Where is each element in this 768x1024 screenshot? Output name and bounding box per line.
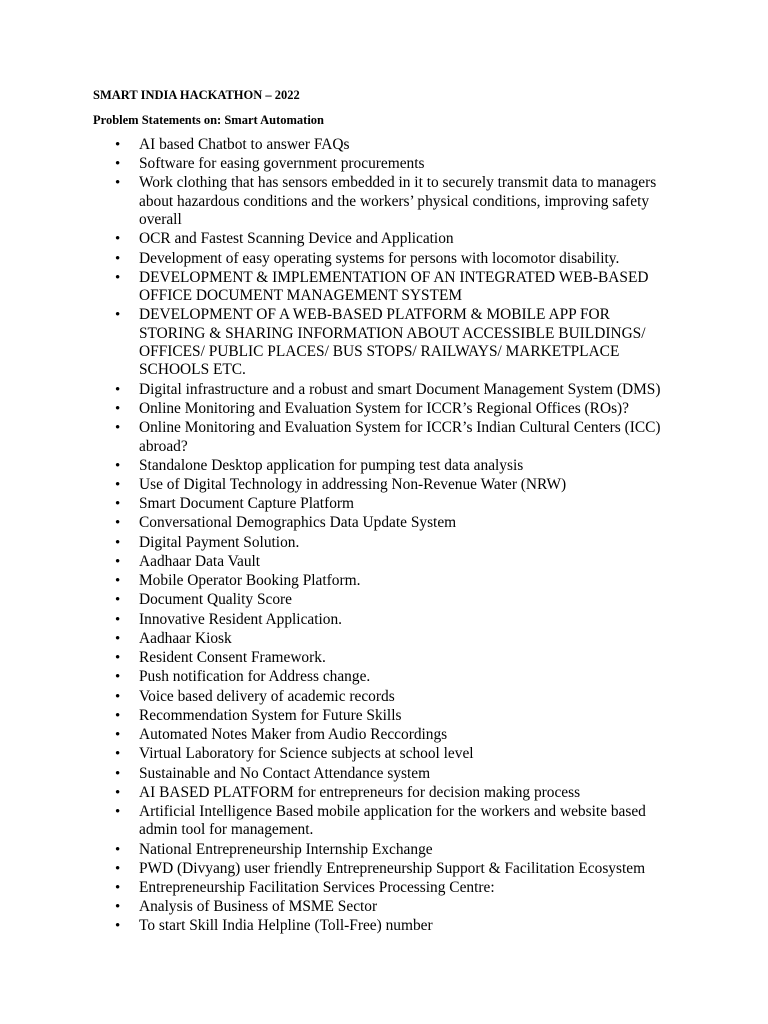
problem-statement-text: Document Quality Score: [139, 591, 293, 609]
problem-statement-text: PWD (Divyang) user friendly Entrepreneurship Support & Facilitation Ecosystem: [139, 859, 646, 877]
bullet-icon: •: [115, 573, 121, 590]
problem-statement-text: Standalone Desktop application for pumping test data analysis: [139, 456, 524, 474]
bullet-icon: •: [115, 803, 121, 820]
problem-statement-text: OCR and Fastest Scanning Device and Application: [139, 230, 454, 248]
problem-statement-text: Mobile Operator Booking Platform.: [139, 572, 361, 590]
problem-statement-item: [0, 230, 768, 248]
problem-statement-item: [0, 381, 768, 399]
bullet-icon: •: [115, 611, 121, 628]
problem-statement-text: Software for easing government procurements: [139, 155, 425, 173]
bullet-icon: •: [115, 476, 121, 493]
problem-statement-text: Push notification for Address change.: [139, 668, 371, 686]
problem-statement-item: [0, 495, 768, 513]
problem-statement-item: [0, 269, 768, 306]
bullet-icon: •: [115, 457, 121, 474]
problem-statement-item: [0, 591, 768, 609]
bullet-icon: •: [115, 534, 121, 551]
problem-statement-item: [0, 400, 768, 418]
bullet-icon: •: [115, 515, 121, 532]
bullet-icon: •: [115, 860, 121, 877]
problem-statement-text: National Entrepreneurship Internship Exchange: [139, 840, 433, 858]
problem-statement-item: [0, 611, 768, 629]
problem-statement-item: [0, 841, 768, 859]
problem-statement-text: AI based Chatbot to answer FAQs: [139, 136, 350, 153]
problem-statement-text: Automated Notes Maker from Audio Reccordings: [139, 726, 448, 744]
bullet-icon: •: [115, 784, 121, 801]
bullet-icon: •: [115, 841, 121, 858]
problem-statement-item: [0, 879, 768, 897]
problem-statement-text: Smart Document Capture Platform: [139, 495, 354, 513]
problem-statement-item: [0, 784, 768, 802]
bullet-icon: •: [115, 496, 121, 513]
problem-statement-item: [0, 745, 768, 763]
bullet-icon: •: [115, 269, 121, 286]
bullet-icon: •: [115, 175, 121, 192]
bullet-icon: •: [115, 592, 121, 609]
problem-statement-text: Analysis of Business of MSME Sector: [139, 898, 378, 916]
problem-statement-item: [0, 572, 768, 590]
problem-statement-item: [0, 649, 768, 667]
problem-statement-item: [0, 803, 768, 840]
bullet-icon: •: [115, 918, 121, 935]
problem-statement-text: Digital infrastructure and a robust and smart Document Management System (DMS): [139, 380, 661, 398]
problem-statement-item: [0, 250, 768, 268]
problem-statement-text: Online Monitoring and Evaluation System for ICCR’s Regional Offices (ROs)?: [139, 399, 630, 417]
problem-statement-text: Digital Payment Solution.: [139, 533, 300, 551]
bullet-icon: •: [115, 880, 121, 897]
problem-statement-text: DEVELOPMENT OF A WEB-BASED PLATFORM & MOBILE APP FOR STORING & SHARING INFORMATION ABOUT ACCESSIBLE BUILDINGS/ OFFICES/ PUBLIC PLACES/ BUS STOPS/ RAILWAYS/ MARKETPLACE SCHOOLS ETC.: [139, 306, 646, 379]
problem-statement-text: Work clothing that has sensors embedded in it to securely transmit data to managers about hazardous conditions and the workers’ physical conditions, improving safety overall: [139, 174, 657, 229]
bullet-icon: •: [115, 231, 121, 248]
problem-statement-item: [0, 860, 768, 878]
problem-statement-text: Aadhaar Kiosk: [139, 629, 232, 647]
bullet-icon: •: [115, 707, 121, 724]
problem-statement-item: [0, 688, 768, 706]
problem-statement-text: AI BASED PLATFORM for entrepreneurs for decision making process: [139, 783, 581, 801]
bullet-icon: •: [115, 650, 121, 667]
bullet-icon: •: [115, 156, 121, 173]
bullet-icon: •: [115, 765, 121, 782]
problem-statement-text: Innovative Resident Application.: [139, 610, 343, 628]
problem-statement-item: [0, 457, 768, 475]
bullet-icon: •: [115, 746, 121, 763]
bullet-icon: •: [115, 630, 121, 647]
problem-statement-item: [0, 306, 768, 379]
bullet-icon: •: [115, 250, 121, 267]
problem-statement-item: [0, 668, 768, 686]
bullet-icon: •: [115, 307, 121, 324]
bullet-icon: •: [115, 727, 121, 744]
bullet-icon: •: [115, 420, 121, 437]
document-subtitle: Problem Statements on: Smart Automation: [93, 113, 324, 127]
problem-statement-text: Use of Digital Technology in addressing Non-Revenue Water (NRW): [139, 475, 567, 493]
problem-statement-item: [0, 476, 768, 494]
problem-statement-item: [0, 553, 768, 571]
problem-statement-item: [0, 630, 768, 648]
problem-statement-text: Artificial Intelligence Based mobile application for the workers and website based admin tool for management.: [139, 802, 646, 839]
bullet-icon: •: [115, 381, 121, 398]
problem-statement-text: Recommendation System for Future Skills: [139, 706, 402, 724]
problem-statement-item: [0, 765, 768, 783]
problem-statement-text: Resident Consent Framework.: [139, 649, 326, 667]
problem-statement-item: [0, 155, 768, 173]
bullet-icon: •: [115, 899, 121, 916]
problem-statement-text: DEVELOPMENT & IMPLEMENTATION OF AN INTEGRATED WEB-BASED OFFICE DOCUMENT MANAGEMENT SYSTEM: [139, 268, 649, 305]
problem-statement-item: [0, 898, 768, 916]
problem-statement-list: [0, 136, 768, 937]
document-title: SMART INDIA HACKATHON – 2022: [93, 88, 300, 102]
problem-statement-item: [0, 534, 768, 552]
bullet-icon: •: [115, 688, 121, 705]
problem-statement-text: Voice based delivery of academic records: [139, 687, 395, 705]
problem-statement-text: Sustainable and No Contact Attendance system: [139, 764, 431, 782]
problem-statement-item: [0, 726, 768, 744]
problem-statement-item: [0, 514, 768, 532]
problem-statement-item: [0, 136, 768, 154]
problem-statement-text: Conversational Demographics Data Update System: [139, 514, 457, 532]
problem-statement-item: [0, 917, 768, 935]
bullet-icon: •: [115, 553, 121, 570]
problem-statement-item: [0, 174, 768, 229]
problem-statement-text: Development of easy operating systems for persons with locomotor disability.: [139, 249, 620, 267]
bullet-icon: •: [115, 400, 121, 417]
problem-statement-text: Online Monitoring and Evaluation System for ICCR’s Indian Cultural Centers (ICC) abroad?: [139, 419, 661, 455]
problem-statement-text: To start Skill India Helpline (Toll-Free) number: [139, 917, 433, 935]
bullet-icon: •: [115, 137, 121, 153]
problem-statement-item: [0, 419, 768, 456]
bullet-icon: •: [115, 669, 121, 686]
problem-statement-text: Virtual Laboratory for Science subjects at school level: [139, 745, 474, 763]
problem-statement-text: Entrepreneurship Facilitation Services Processing Centre:: [139, 879, 495, 897]
problem-statement-item: [0, 707, 768, 725]
problem-statement-text: Aadhaar Data Vault: [139, 552, 261, 570]
